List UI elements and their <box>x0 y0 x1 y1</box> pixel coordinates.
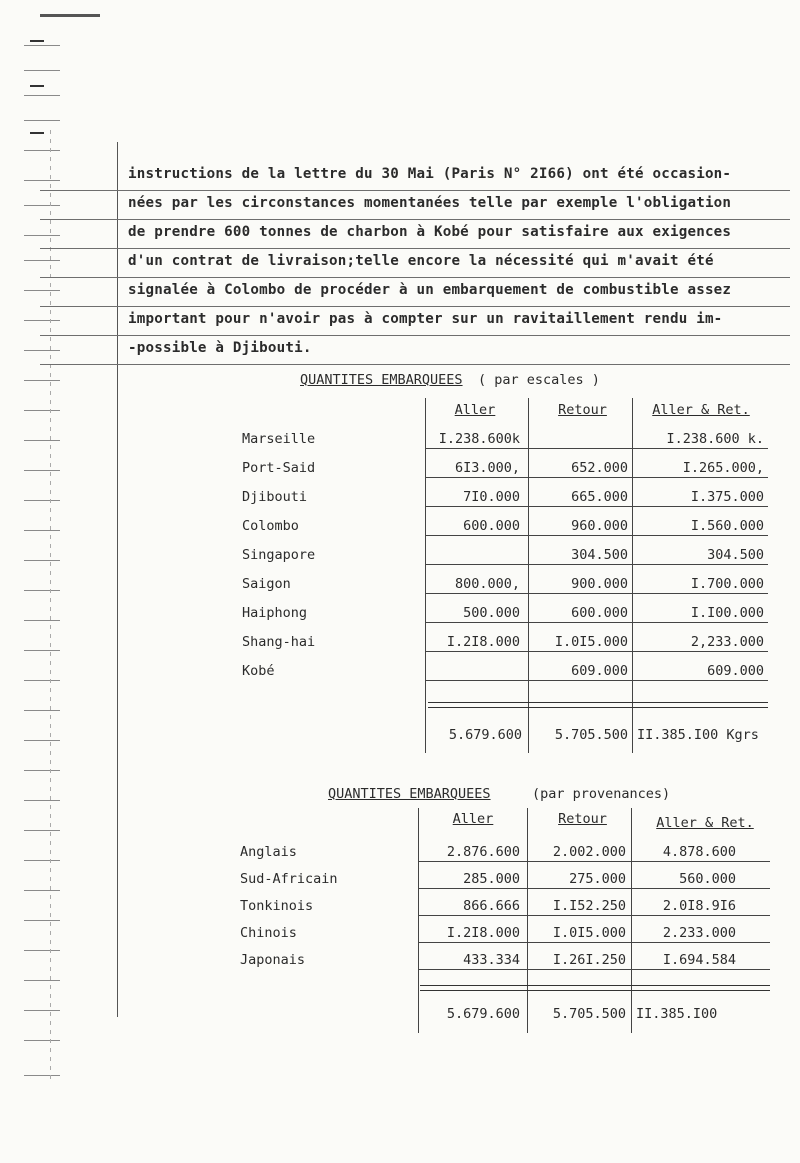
row-label: Sud-Africain <box>240 871 338 887</box>
margin-tick <box>24 710 60 711</box>
cell-retour: 900.000 <box>571 576 628 592</box>
table1-total-rule <box>428 702 768 708</box>
row-underline <box>425 564 768 565</box>
margin-tick <box>24 770 60 771</box>
margin-mark <box>30 132 44 134</box>
margin-tick <box>24 290 60 291</box>
cell-retour: 2.002.000 <box>552 844 626 860</box>
row-label: Djibouti <box>242 489 308 505</box>
cell-retour: 304.500 <box>571 547 628 563</box>
margin-tick <box>24 1010 60 1011</box>
margin-tick <box>24 260 60 261</box>
cell-retour: I.0I5.000 <box>554 634 628 650</box>
table2-header-retour: Retour <box>558 811 607 827</box>
paragraph-line: important pour n'avoir pas à compter sur un ravitaillement rendu im- <box>128 311 723 327</box>
cell-aller: 866.666 <box>463 898 520 914</box>
row-label: Kobé <box>242 663 275 679</box>
cell-retour: I.I52.250 <box>552 898 626 914</box>
row-label: Port-Said <box>242 460 316 476</box>
row-underline <box>425 680 768 681</box>
cell-aller: I.2I8.000 <box>446 925 520 941</box>
ruled-line <box>40 306 790 307</box>
table1-header-aller: Aller <box>454 402 496 418</box>
margin-tick <box>24 350 60 351</box>
margin-mark <box>30 85 44 87</box>
table2-total-aller: 5.679.600 <box>446 1006 520 1022</box>
row-underline <box>418 942 770 943</box>
ledger-margin-ticks <box>0 0 70 1163</box>
margin-tick <box>24 920 60 921</box>
ruled-line <box>40 248 790 249</box>
cell-retour: I.26I.250 <box>552 952 626 968</box>
binding-edge <box>50 130 51 1080</box>
ruled-line <box>40 190 790 191</box>
table1-column-divider <box>632 398 633 753</box>
table2-title-text: QUANTITES EMBARQUEES <box>328 786 491 802</box>
margin-tick <box>24 440 60 441</box>
cell-total: 2.0I8.9I6 <box>662 898 736 914</box>
table2-column-divider <box>631 808 632 1033</box>
margin-tick <box>24 980 60 981</box>
table1-total-retour: 5.705.500 <box>554 727 628 743</box>
margin-tick <box>24 590 60 591</box>
ruled-line <box>40 335 790 336</box>
ruled-line <box>40 219 790 220</box>
cell-total: 2,233.000 <box>690 634 764 650</box>
cell-aller: 600.000 <box>463 518 520 534</box>
margin-tick <box>24 235 60 236</box>
cell-retour: 600.000 <box>571 605 628 621</box>
margin-tick <box>24 860 60 861</box>
paragraph-line: de prendre 600 tonnes de charbon à Kobé pour satisfaire aux exigences <box>128 224 732 240</box>
cell-total: 609.000 <box>707 663 764 679</box>
margin-tick <box>24 800 60 801</box>
cell-total: I.560.000 <box>690 518 764 534</box>
table1-header-total: Aller & Ret. <box>652 402 750 418</box>
margin-tick <box>24 380 60 381</box>
margin-tick <box>24 95 60 96</box>
cell-aller: 285.000 <box>463 871 520 887</box>
margin-tick <box>24 320 60 321</box>
row-label: Haiphong <box>242 605 308 621</box>
row-label: Singapore <box>242 547 316 563</box>
margin-tick <box>24 560 60 561</box>
table1-title <box>300 372 463 388</box>
margin-tick <box>24 205 60 206</box>
cell-total: I.I00.000 <box>690 605 764 621</box>
cell-aller: 433.334 <box>463 952 520 968</box>
margin-tick <box>24 180 60 181</box>
paragraph-line: d'un contrat de livraison;telle encore la nécessité qui m'avait été <box>128 253 714 269</box>
row-underline <box>418 969 770 970</box>
row-underline <box>425 506 768 507</box>
row-underline <box>425 535 768 536</box>
table1-total-aller: 5.679.600 <box>448 727 522 743</box>
margin-tick <box>24 500 60 501</box>
table2-column-divider <box>527 808 528 1033</box>
margin-mark <box>30 40 44 42</box>
row-label: Japonais <box>240 952 306 968</box>
table1-column-divider <box>528 398 529 753</box>
cell-aller: I.2I8.000 <box>446 634 520 650</box>
margin-tick <box>24 530 60 531</box>
row-underline <box>425 622 768 623</box>
cell-total: I.700.000 <box>690 576 764 592</box>
row-label: Shang-hai <box>242 634 316 650</box>
row-label: Chinois <box>240 925 297 941</box>
row-label: Marseille <box>242 431 316 447</box>
table2-total-grand: II.385.I00 <box>636 1006 718 1022</box>
margin-tick <box>24 1040 60 1041</box>
margin-tick <box>24 620 60 621</box>
margin-tick <box>24 45 60 46</box>
cell-aller: I.238.600k <box>438 431 520 447</box>
row-underline <box>418 861 770 862</box>
margin-tick <box>24 150 60 151</box>
table2-header-total: Aller & Ret. <box>656 815 754 831</box>
row-label: Saigon <box>242 576 291 592</box>
table2-total-retour: 5.705.500 <box>552 1006 626 1022</box>
table1-column-divider <box>425 398 426 753</box>
table2-title <box>328 786 491 802</box>
table2-subtitle: (par provenances) <box>532 786 671 802</box>
margin-tick <box>24 650 60 651</box>
table2-column-divider <box>418 808 419 1033</box>
margin-tick <box>24 1075 60 1076</box>
cell-total: I.694.584 <box>662 952 736 968</box>
cell-aller: 7I0.000 <box>463 489 520 505</box>
cell-total: I.375.000 <box>690 489 764 505</box>
row-underline <box>425 593 768 594</box>
cell-total: 304.500 <box>707 547 764 563</box>
paragraph-line: -possible à Djibouti. <box>128 340 312 356</box>
ruled-line <box>40 277 790 278</box>
table1-subtitle: ( par escales ) <box>478 372 600 388</box>
cell-retour: 960.000 <box>571 518 628 534</box>
table2-total-rule <box>420 985 770 991</box>
cell-aller: 800.000, <box>454 576 520 592</box>
margin-tick <box>24 120 60 121</box>
margin-tick <box>24 830 60 831</box>
row-underline <box>425 651 768 652</box>
table1-title-text: QUANTITES EMBARQUEES <box>300 372 463 388</box>
row-label: Colombo <box>242 518 299 534</box>
margin-tick <box>24 950 60 951</box>
cell-aller: 6I3.000, <box>454 460 520 476</box>
cell-aller: 2.876.600 <box>446 844 520 860</box>
cell-retour: I.0I5.000 <box>552 925 626 941</box>
margin-rule <box>117 142 118 1017</box>
cell-retour: 652.000 <box>571 460 628 476</box>
ruled-line <box>40 364 790 365</box>
row-label: Tonkinois <box>240 898 314 914</box>
row-underline <box>425 477 768 478</box>
margin-tick <box>24 740 60 741</box>
cell-retour: 275.000 <box>569 871 626 887</box>
margin-tick <box>24 890 60 891</box>
cell-total: I.265.000, <box>682 460 764 476</box>
margin-tick <box>24 410 60 411</box>
margin-tick <box>24 680 60 681</box>
paragraph-line: signalée à Colombo de procéder à un embarquement de combustible assez <box>128 282 732 298</box>
table2-header-aller: Aller <box>452 811 494 827</box>
cell-total: 560.000 <box>679 871 736 887</box>
row-underline <box>425 448 768 449</box>
margin-tick <box>24 70 60 71</box>
cell-aller: 500.000 <box>463 605 520 621</box>
cell-total: I.238.600 k. <box>666 431 764 447</box>
cell-total: 4.878.600 <box>662 844 736 860</box>
cell-total: 2.233.000 <box>662 925 736 941</box>
margin-tick <box>24 470 60 471</box>
cell-retour: 609.000 <box>571 663 628 679</box>
table1-header-retour: Retour <box>558 402 607 418</box>
paragraph-line: instructions de la lettre du 30 Mai (Paris N° 2I66) ont été occasion- <box>128 166 732 182</box>
row-underline <box>418 915 770 916</box>
cell-retour: 665.000 <box>571 489 628 505</box>
row-underline <box>418 888 770 889</box>
row-label: Anglais <box>240 844 297 860</box>
paragraph-line: nées par les circonstances momentanées telle par exemple l'obligation <box>128 195 732 211</box>
table1-total-grand: II.385.I00 Kgrs <box>637 727 759 743</box>
